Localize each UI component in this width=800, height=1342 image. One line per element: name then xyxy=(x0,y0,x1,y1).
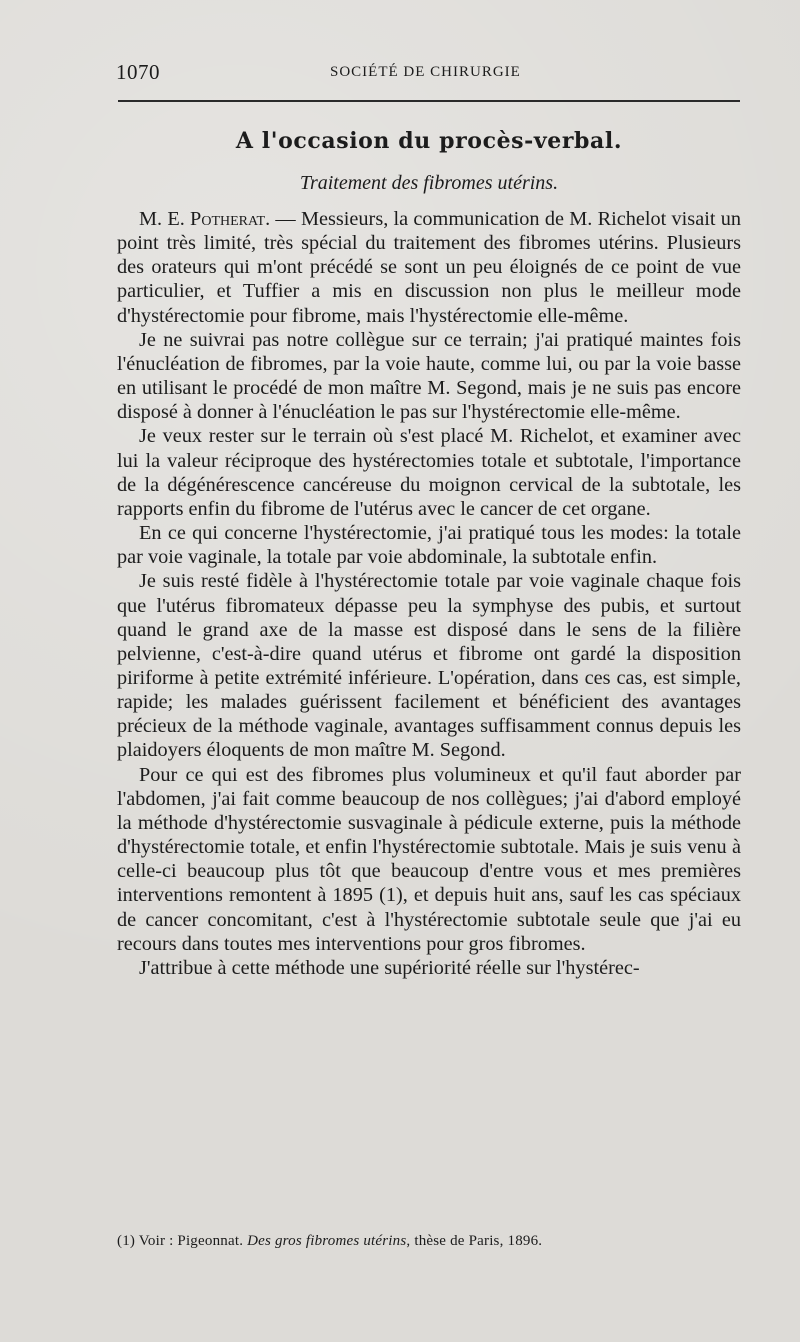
paragraph-4 xyxy=(117,521,741,569)
paragraph-5 xyxy=(117,569,741,762)
section-title: A l'occasion du procès-verbal. xyxy=(235,128,623,154)
paragraph-text: Je veux rester sur le terrain où s'est placé M. Richelot, et examiner avec lui la valeur réciproque des hystérectomies totale et subtotale, l'importance de la dégénérescence cancéreuse du moignon cervical de la subtotale, les rapports enfin du fibrome de l'utérus avec le cancer de cet organe. xyxy=(117,425,741,520)
footnote-title: Des gros fibromes utérins xyxy=(247,1233,407,1249)
section-subtitle: Traitement des fibromes utérins. xyxy=(299,172,559,194)
footnote-suffix: , thèse de Paris, 1896. xyxy=(406,1233,543,1249)
paragraph-2 xyxy=(117,328,741,425)
paragraph-text: J'attribue à cette méthode une supériorité réelle sur l'hystérec- xyxy=(139,956,640,979)
footnote xyxy=(117,1233,741,1250)
footnote-marker: (1) xyxy=(117,1233,136,1249)
paragraph-text: Pour ce qui est des fibromes plus volumineux et qu'il faut aborder par l'abdomen, j'ai fait comme beaucoup de nos collègues; j'ai d'abord employé la méthode d'hystérectomie susvaginale à pédicule externe, puis la méthode d'hystérectomie totale, et enfin l'hystérectomie subtotale. Mais je suis venu à celle-ci beaucoup plus tôt que beaucoup d'entre vous et mes premières interventions remontent à 1895 (1), et depuis huit ans, sauf les cas spéciaux de cancer concomitant, c'est à l'hystérectomie subtotale seule que j'ai eu recours dans toutes mes interventions pour gros fibromes. xyxy=(117,763,741,955)
header-rule xyxy=(118,100,740,102)
paragraph-text: En ce qui concerne l'hystérectomie, j'ai pratiqué tous les modes: la totale par voie vaginale, la totale par voie abdominale, la subtotale enfin. xyxy=(117,522,741,569)
footnote-prefix: Voir : Pigeonnat. xyxy=(135,1233,248,1249)
speaker-name: M. E. Potherat. xyxy=(139,208,271,230)
paragraph-3 xyxy=(117,424,741,521)
paragraph-text: — Messieurs, la communication de M. Richelot visait un point très limité, très spécial du traitement des fibromes utérins. Plusieurs des orateurs qui m'ont précédé se sont un peu éloignés de ce point de vue particulier, et Tuffier a mis en discussion non plus le meilleur mode d'hystérectomie pour fibrome, mais l'hystérectomie elle-même. xyxy=(117,208,741,327)
paragraph-1 xyxy=(117,207,741,328)
paragraph-6 xyxy=(117,763,741,956)
article-body xyxy=(117,207,741,980)
running-title: SOCIÉTÉ DE CHIRURGIE xyxy=(330,64,521,80)
page-number: 1070 xyxy=(116,60,160,84)
page-header xyxy=(116,60,740,90)
paragraph-7 xyxy=(117,956,741,980)
paragraph-text: Je ne suivrai pas notre collègue sur ce terrain; j'ai pratiqué maintes fois l'énucléation de fibromes, par la voie haute, comme lui, ou par la voie basse en utilisant le procédé de mon maître M. Segond, mais je ne suis pas encore disposé à donner à l'énucléation le pas sur l'hystérectomie elle-même. xyxy=(117,328,741,424)
paragraph-text: Je suis resté fidèle à l'hystérectomie totale par voie vaginale chaque fois que l'utérus fibromateux dépasse peu la symphyse des pubis, et surtout quand le grand axe de la masse est disposé dans le sens de la filière pelvienne, c'est-à-dire quand utérus et fibrome ont gardé la disposition piriforme à petite extrémité inférieure. L'opération, dans ces cas, est simple, rapide; les malades guérissent facilement et bénéficient des avantages précieux de la méthode vaginale, avantages suffisamment connus depuis les plaidoyers éloquents de mon maître M. Segond. xyxy=(117,570,741,762)
